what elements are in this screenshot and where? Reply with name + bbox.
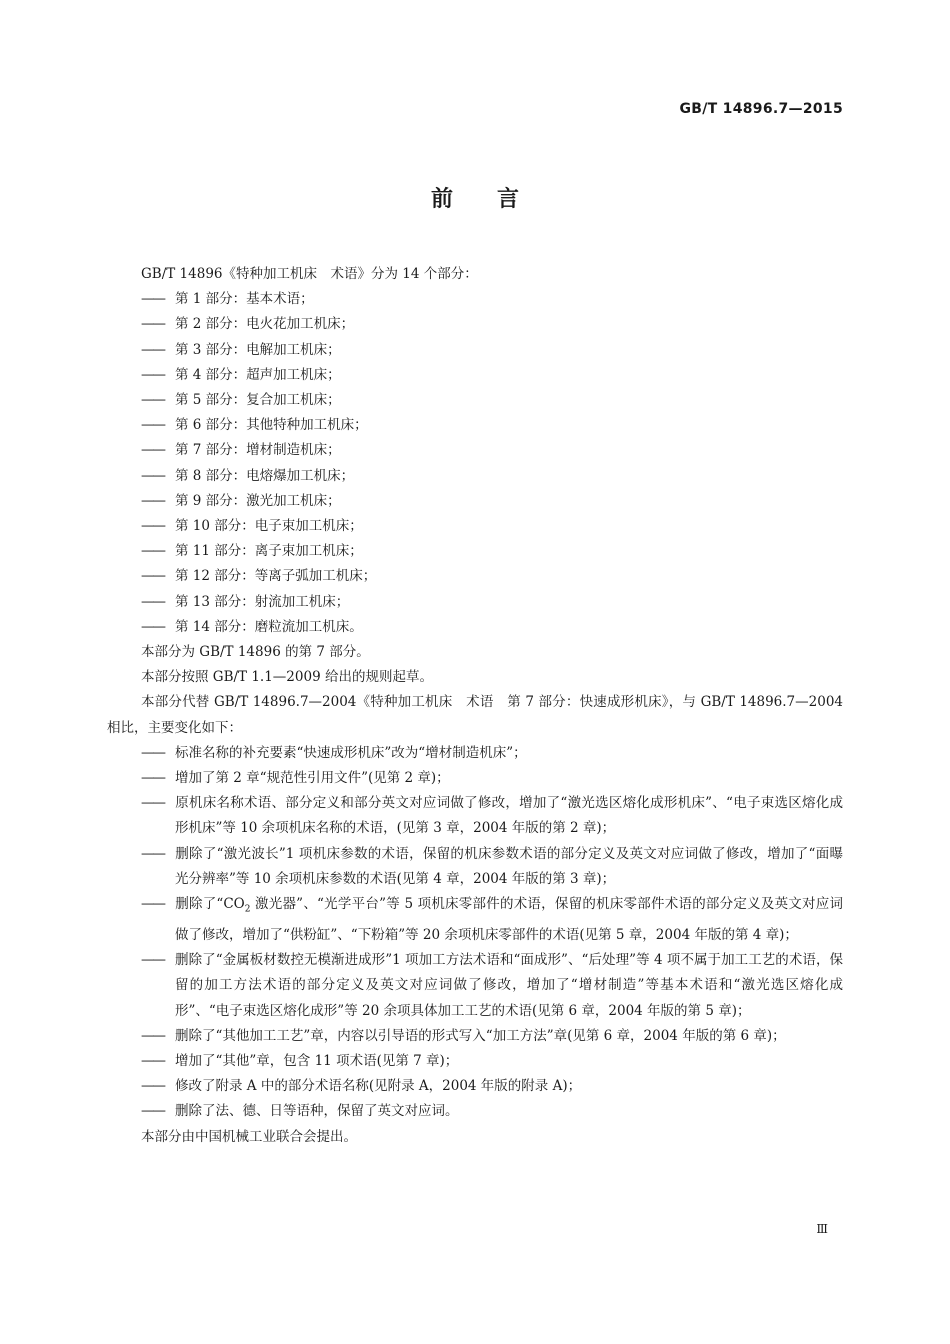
list-item: —— 删除了“金属板材数控无模渐进成形”1 项加工方法术语和“面成形”、“后处理”等 4 项不属于加工工艺的术语，保留的加工方法术语的部分定义及英文对应词做了修改，增加了“增材制造”等基本术语和“激光选区熔化成形”、“电子束选区熔化成形”等 20 余项具体加工工艺的术语(见第 6 章，2004 年版的第 5 章)； [107,948,843,1024]
list-item: —— 修改了附录 A 中的部分术语名称(见附录 A，2004 年版的附录 A)； [107,1074,843,1099]
list-item: —— 第 2 部分：电火花加工机床； [107,312,843,337]
dash: —— [141,952,164,969]
page-number: Ⅲ [816,1222,828,1236]
standard-code: GB/T 14896.7—2015 [679,101,843,117]
list-item: —— 第 13 部分：射流加工机床； [107,590,843,615]
dash: —— [141,1078,164,1095]
list-item: —— 第 10 部分：电子束加工机床； [107,514,843,539]
dash: —— [141,845,164,862]
list-item: —— 删除了法、德、日等语种，保留了英文对应词。 [107,1099,843,1124]
list-item: —— 删除了“其他加工工艺”章，内容以引导语的形式写入“加工方法”章(见第 6 章，2004 年版的第 6 章)； [107,1024,843,1049]
list-item: —— 第 14 部分：磨粒流加工机床。 [107,615,843,640]
replacement-paragraph: 本部分代替 GB/T 14896.7—2004《特种加工机床 术语 第 7 部分：快速成形机床》，与 GB/T 14896.7—2004 相比，主要变化如下： [107,694,843,736]
page-title: 前言 [430,187,563,212]
dash: —— [141,568,164,585]
drafting-rules-paragraph: 本部分按照 GB/T 1.1—2009 给出的规则起草。 [141,669,433,686]
dash: —— [141,618,164,635]
dash: —— [141,392,164,409]
dash: —— [141,417,164,434]
dash: —— [141,770,164,787]
list-item: —— 第 11 部分：离子束加工机床； [107,539,843,564]
list-item: —— 标准名称的补充要素“快速成形机床”改为“增材制造机床”； [107,741,843,766]
list-item: —— 第 9 部分：激光加工机床； [107,489,843,514]
dash: —— [141,1027,164,1044]
dash: —— [141,467,164,484]
dash: —— [141,492,164,509]
list-item: —— 第 3 部分：电解加工机床； [107,338,843,363]
list-item: —— 增加了“其他”章，包含 11 项术语(见第 7 章)； [107,1049,843,1074]
dash: —— [141,1052,164,1069]
list-item: —— 第 1 部分：基本术语； [107,287,843,312]
part-of-paragraph: 本部分为 GB/T 14896 的第 7 部分。 [141,644,370,661]
intro-paragraph: GB/T 14896《特种加工机床 术语》分为 14 个部分： [141,266,478,282]
list-item: —— 删除了“激光波长”1 项机床参数的术语，保留的机床参数术语的部分定义及英文对应词做了修改，增加了“面曝光分辨率”等 10 余项机床参数的术语(见第 4 章，2004 年版的第 3 章)； [107,842,843,892]
dash: —— [141,291,164,308]
list-item: —— 第 8 部分：电熔爆加工机床； [107,464,843,489]
dash: —— [141,744,164,761]
list-item: —— 第 12 部分：等离子弧加工机床； [107,564,843,589]
list-item: —— 增加了第 2 章“规范性引用文件”(见第 2 章)； [107,766,843,791]
dash: —— [141,366,164,383]
list-item: —— 第 5 部分：复合加工机床； [107,388,843,413]
dash: —— [141,442,164,459]
list-item: —— 删除了“$CO_2$ 激光器”、“光学平台”等 5 项机床零部件的术语，保留的机床零部件术语的部分定义及英文对应词做了修改，增加了“供粉缸”、“下粉箱”等 20 余项机床零部件的术语(见第 5 章，2004 年版的第 4 章)； [107,892,843,948]
list-item: —— 原机床名称术语、部分定义和部分英文对应词做了修改，增加了“激光选区熔化成形机床”、“电子束选区熔化成形机床”等 10 余项机床名称的术语，(见第 3 章，2004 年版的第 2 章)； [107,791,843,841]
list-item: —— 第 7 部分：增材制造机床； [107,438,843,463]
dash: —— [141,593,164,610]
subscript: 2 [244,904,251,915]
dash: —— [141,795,164,812]
dash: —— [141,316,164,333]
list-item: —— 第 4 部分：超声加工机床； [107,363,843,388]
dash: —— [141,518,164,535]
list-item: —— 第 6 部分：其他特种加工机床； [107,413,843,438]
parts-list [107,287,843,640]
dash: —— [141,341,164,358]
proposed-by-paragraph: 本部分由中国机械工业联合会提出。 [141,1128,357,1145]
dash: —— [141,543,164,560]
dash: —— [141,1103,164,1120]
dash: —— [141,896,164,913]
foreword-body [107,262,843,1150]
changes-list [107,741,843,1125]
